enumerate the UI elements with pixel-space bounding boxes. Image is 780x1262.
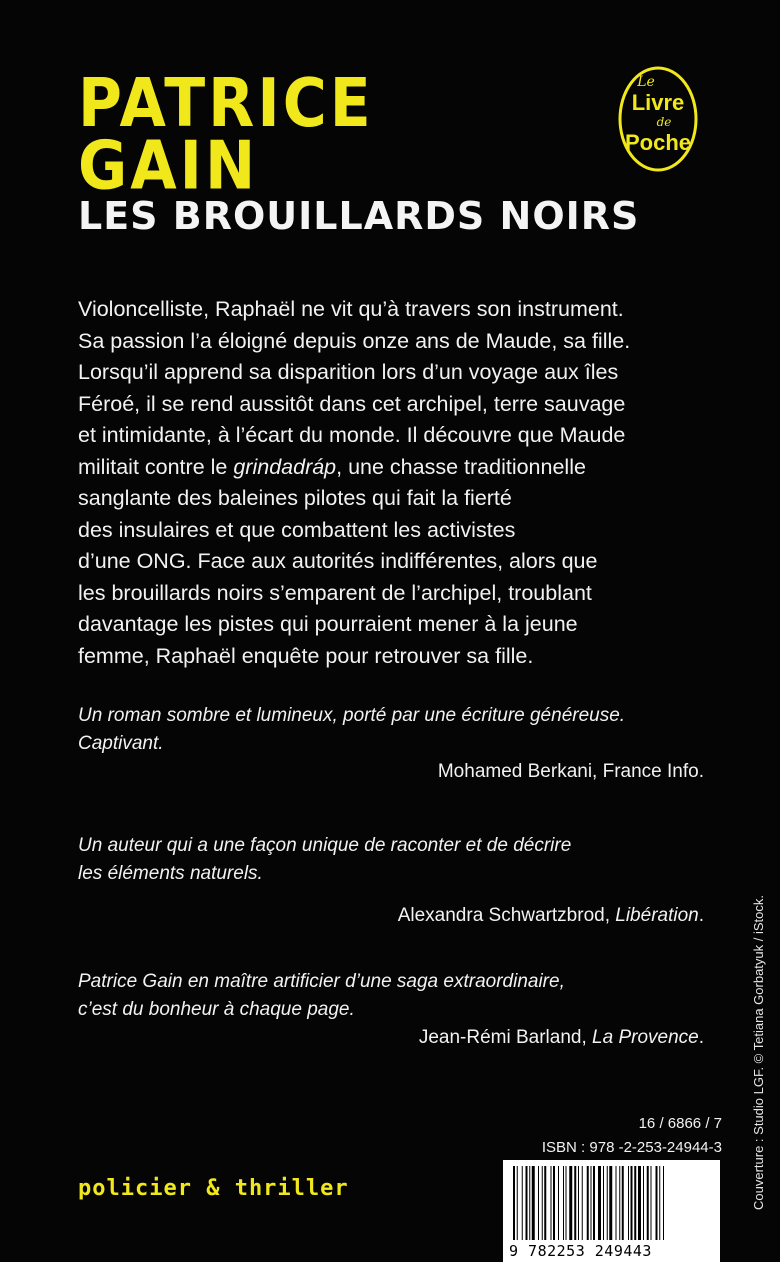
barcode-bar xyxy=(578,1166,579,1240)
barcode-bar xyxy=(532,1166,535,1240)
quote-author: Jean-Rémi Barland, xyxy=(418,1027,593,1048)
barcode-bar xyxy=(663,1166,664,1240)
barcode-bar xyxy=(538,1166,539,1240)
quote-period: . xyxy=(698,905,704,926)
quote-source xyxy=(78,902,704,930)
barcode-bar xyxy=(622,1166,624,1240)
barcode-bar xyxy=(607,1166,608,1240)
barcode xyxy=(503,1160,720,1262)
blurb-line: femme, Raphaël enquête pour retrouver sa fille. xyxy=(78,643,534,668)
barcode-icon xyxy=(511,1166,713,1240)
logo-word-de: de xyxy=(656,115,672,129)
blurb-text: militait contre le xyxy=(78,454,234,479)
quote-line: Un auteur qui a une façon unique de raconter et de décrire xyxy=(78,835,572,856)
blurb-italic-term: grindadráp xyxy=(233,454,337,479)
barcode-bar xyxy=(544,1166,546,1240)
blurb-line: Sa passion l’a éloigné depuis onze ans de Maude, sa fille. xyxy=(78,328,631,353)
author-line-1: PATRICE xyxy=(78,64,374,143)
barcode-bar xyxy=(563,1166,564,1240)
book-title: LES BROUILLARDS NOIRS xyxy=(78,194,640,238)
blurb-line: Violoncelliste, Raphaël ne vit qu’à travers son instrument. xyxy=(78,297,624,321)
barcode-bar xyxy=(628,1166,629,1240)
blurb-line: Féroé, il se rend aussitôt dans cet archipel, terre sauvage xyxy=(78,391,626,416)
barcode-bar xyxy=(574,1166,576,1240)
quote-author: Alexandra Schwartzbrod, xyxy=(397,905,616,926)
logo-word-poche: Poche xyxy=(624,130,692,155)
quote-line: Patrice Gain en maître artificier d’une saga extraordinaire, xyxy=(78,971,565,992)
blurb-line: des insulaires et que combattent les activistes xyxy=(78,517,516,542)
barcode-number: 9 782253 249443 xyxy=(509,1242,652,1260)
review-quote xyxy=(78,832,704,930)
quote-period: . xyxy=(698,1027,704,1048)
cover-credit: Couverture : Studio LGF. © Tetiana Gorbatyuk / iStock. xyxy=(751,895,766,1210)
book-codes xyxy=(542,1112,722,1160)
barcode-bar xyxy=(529,1166,530,1240)
blurb-text: , une chasse traditionnelle xyxy=(336,454,586,479)
barcode-bar xyxy=(582,1166,583,1240)
barcode-bar xyxy=(591,1166,592,1240)
blurb-line: sanglante des baleines pilotes qui fait la fierté xyxy=(78,486,512,510)
barcode-bar xyxy=(522,1166,523,1240)
blurb-line: les brouillards noirs s’emparent de l’archipel, troublant xyxy=(78,580,592,605)
quote-line: Captivant. xyxy=(78,733,164,754)
barcode-bar xyxy=(656,1166,658,1240)
barcode-bar xyxy=(598,1166,601,1240)
author-line-2: GAIN xyxy=(78,126,259,206)
barcode-bar xyxy=(558,1166,559,1240)
barcode-bar xyxy=(587,1166,589,1240)
barcode-bar xyxy=(631,1166,633,1240)
blurb-line: et intimidante, à l’écart du monde. Il découvre que Maude xyxy=(78,423,626,447)
reference-code: 16 / 6866 / 7 xyxy=(638,1115,722,1132)
blurb-line: Lorsqu’il apprend sa disparition lors d’un voyage aux îles xyxy=(78,360,619,384)
barcode-bar xyxy=(551,1166,552,1240)
quote-line: les éléments naturels. xyxy=(78,863,263,884)
blurb-line: davantage les pistes qui pourraient mener à la jeune xyxy=(78,612,578,636)
barcode-bar xyxy=(513,1166,515,1240)
quote-line: Un roman sombre et lumineux, porté par une écriture généreuse. xyxy=(78,705,626,726)
blurb-line xyxy=(78,452,718,484)
logo-word-livre: Livre xyxy=(631,90,685,115)
barcode-bar xyxy=(609,1166,612,1240)
barcode-bar xyxy=(643,1166,644,1240)
author-name xyxy=(78,64,374,206)
genre-label: policier & thriller xyxy=(78,1176,349,1201)
barcode-bar xyxy=(638,1166,641,1240)
barcode-bar xyxy=(553,1166,555,1240)
review-quote xyxy=(78,968,704,1052)
quote-line: c’est du bonheur à chaque page. xyxy=(78,999,355,1020)
barcode-bar xyxy=(619,1166,620,1240)
barcode-bar xyxy=(603,1166,604,1240)
barcode-bar xyxy=(634,1166,636,1240)
barcode-bar xyxy=(659,1166,660,1240)
quote-publication: Libération xyxy=(615,905,699,926)
barcode-bar xyxy=(542,1166,543,1240)
barcode-bar xyxy=(616,1166,617,1240)
quote-publication: La Provence xyxy=(592,1027,699,1048)
blurb-line: d’une ONG. Face aux autorités indifférentes, alors que xyxy=(78,549,598,573)
barcode-bar xyxy=(517,1166,518,1240)
barcode-bar xyxy=(526,1166,528,1240)
barcode-bar xyxy=(647,1166,649,1240)
barcode-bar xyxy=(593,1166,595,1240)
barcode-bar xyxy=(569,1166,572,1240)
back-cover-blurb xyxy=(78,294,718,672)
le-livre-de-poche-logo xyxy=(616,64,700,174)
barcode-bar xyxy=(566,1166,567,1240)
barcode-bar xyxy=(651,1166,652,1240)
logo-word-le: Le xyxy=(637,74,655,90)
review-quote xyxy=(78,702,704,786)
quote-source: Mohamed Berkani, France Info. xyxy=(437,761,704,782)
quote-source xyxy=(78,1024,704,1052)
isbn: ISBN : 978 -2-253-24944-3 xyxy=(541,1139,722,1156)
